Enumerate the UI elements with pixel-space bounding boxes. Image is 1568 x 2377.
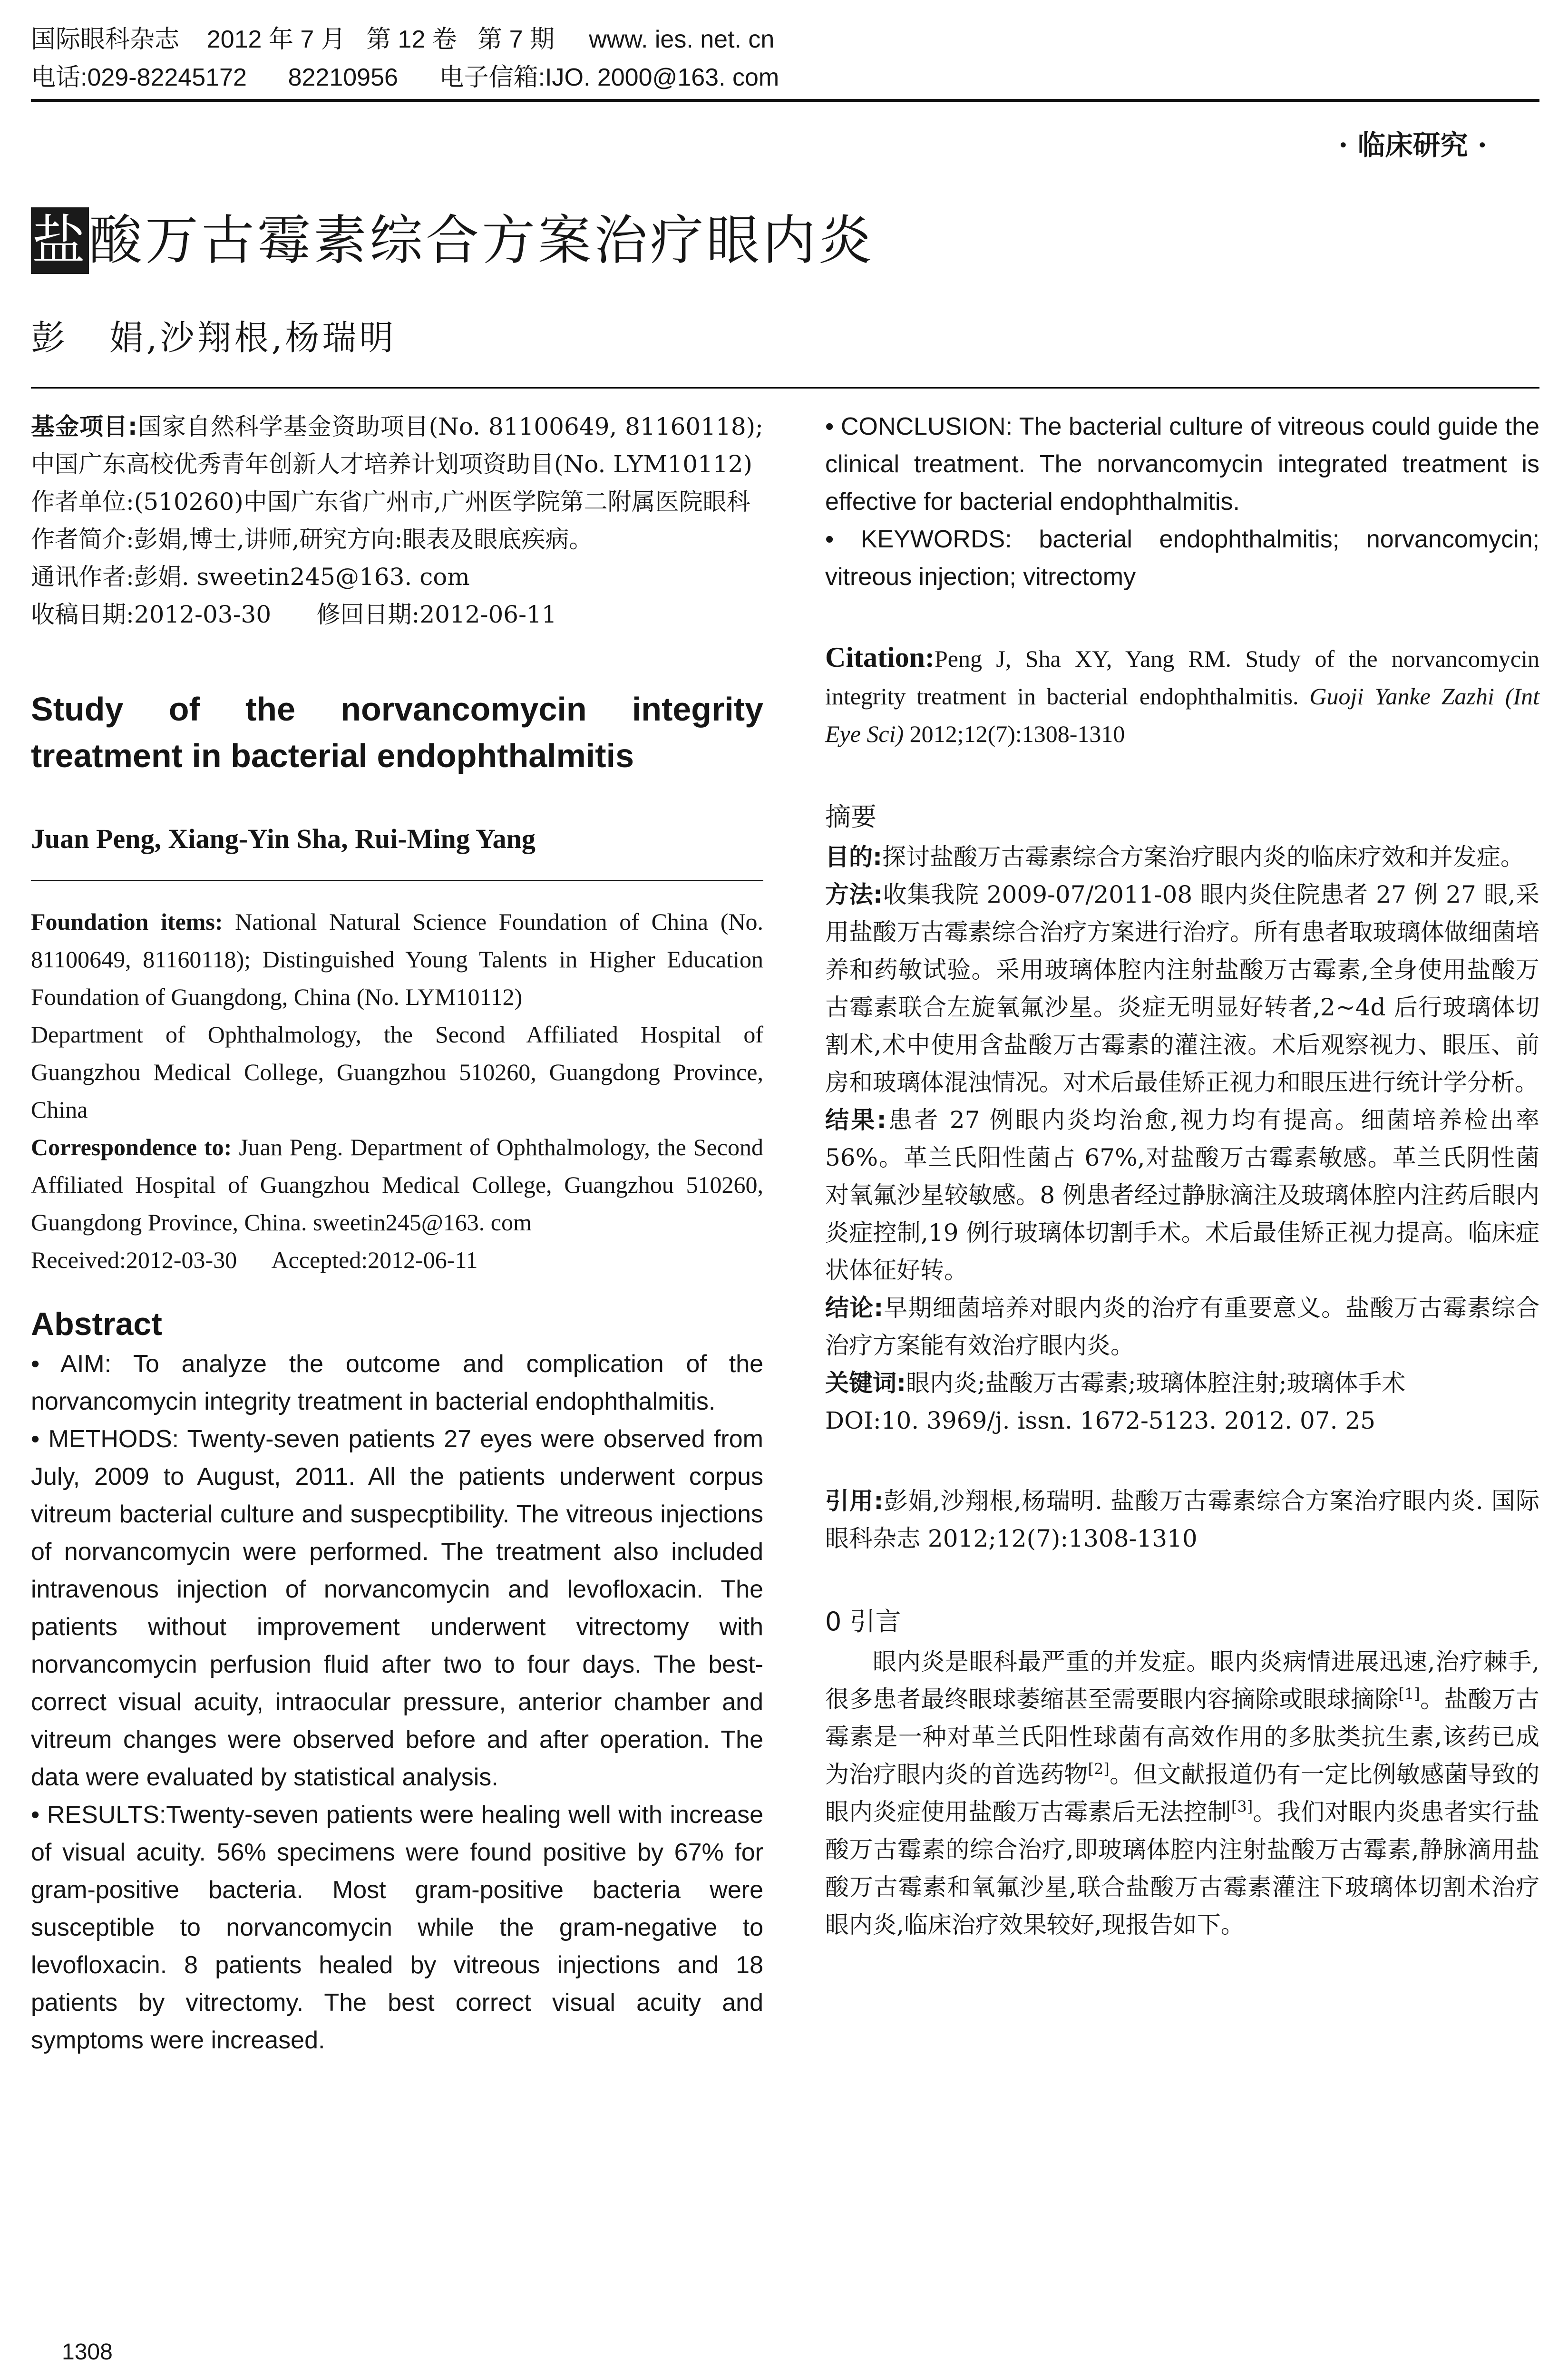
corresponding-author: 通讯作者:彭娟. sweetin245@163. com [31, 563, 470, 591]
english-authors: Juan Peng, Xiang-Yin Sha, Rui-Ming Yang [31, 823, 536, 854]
authors-rule [31, 858, 763, 881]
author-unit: 作者单位:(510260)中国广东省广州市,广州医学院第二附属医院眼科 [31, 488, 750, 516]
title-rest: 酸万古霉素综合方案治疗眼内炎 [89, 210, 875, 272]
author-bio: 作者简介:彭娟,博士,讲师,研究方向:眼表及眼底疾病。 [31, 526, 593, 553]
section-tag: · 临床研究 · [1338, 129, 1487, 161]
journal-header-line2: 电话:029-82245172 82210956 电子信箱:IJO. 2000@163. com [31, 64, 779, 91]
zh-conclusion: 结论:早期细菌培养对眼内炎的治疗有重要意义。盐酸万古霉素综合治疗方案能有效治疗眼内炎。 [825, 1294, 1539, 1359]
title-rule [31, 387, 1539, 389]
abstract-results: • RESULTS:Twenty-seven patients were healing well with increase of visual acuity. 56% specimens were found positive by 67% for gram-positive bacteria. Most gram-positive bacteria were susceptible to norvancomycin while the gram-negative to levofloxacin. 8 patients healed by vitreous injections and 18 patients by vitrectomy. The best correct visual acuity and symptoms were increased. [31, 1801, 763, 2054]
zh-abstract-heading: 摘要 [825, 802, 877, 832]
abstract-methods: • METHODS: Twenty-seven patients 27 eyes were observed from July, 2009 to August, 2011. All the patients underwent corpus vitreum bacterial culture and suspecptibility. The vitreous injections of norvancomycin were performed. The treatment also included intravenous injection of norvancomycin and levofloxacin. The patients without improvement underwent vitrectomy with norvancomycin perfusion fluid after two to four days. The best-correct visual acuity, intraocular pressure, anterior chamber and vitreum changes were observed before and after operation. The data were evaluated by statistical analysis. [31, 1425, 763, 1791]
abstract-keywords: • KEYWORDS: bacterial endophthalmitis; norvancomycin; vitreous injection; vitrectomy [825, 526, 1539, 591]
abstract-aim: • AIM: To analyze the outcome and complication of the norvancomycin integrity treatment in bacterial endophthalmitis. [31, 1350, 763, 1415]
left-column [31, 408, 763, 2059]
ref-1[interactable]: [1] [1398, 1685, 1420, 1703]
department: Department of Ophthalmology, the Second Affiliated Hospital of Guangzhou Medical College, Guangzhou 510260, Guangdong Province, China [31, 1021, 763, 1123]
authors-zh: 彭 娟,沙翔根,杨瑞明 [31, 318, 397, 358]
english-title: Study of the norvancomycin integrity treatment in bacterial endophthalmitis [31, 691, 763, 774]
doi: DOI:10. 3969/j. issn. 1672-5123. 2012. 07. 25 [825, 1407, 1376, 1434]
journal-header-line1: 国际眼科杂志 2012 年 7 月 第 12 卷 第 7 期 www. ies. net. cn [31, 26, 775, 53]
zh-purpose: 目的:探讨盐酸万古霉素综合方案治疗眼内炎的临床疗效和并发症。 [825, 843, 1524, 871]
received-dates-en: Received:2012-03-30 Accepted:2012-06-11 [31, 1247, 478, 1273]
foundation-items: Foundation items: National Natural Science Foundation of China (No. 81100649, 81160118); Distinguished Young Talents in Higher Education Foundation of Guangdong, China (No. LYM10112) [31, 908, 763, 1010]
right-column [825, 408, 1539, 1944]
ref-2[interactable]: [2] [1088, 1760, 1110, 1778]
abstract-heading: Abstract [31, 1306, 162, 1342]
correspondence: Correspondence to: Juan Peng. Department of Ophthalmology, the Second Affiliated Hospital of Guangzhou Medical College, Guangzhou 510260, Guangdong Province, China. sweetin245@163. com [31, 1134, 763, 1236]
title-first-char: 盐 [31, 207, 89, 274]
header-rule [31, 99, 1539, 102]
title-zh [31, 207, 875, 274]
page-number: 1308 [62, 2339, 113, 2365]
zh-keywords: 关键词:眼内炎;盐酸万古霉素;玻璃体腔注射;玻璃体手术 [825, 1369, 1406, 1397]
received-dates-zh: 收稿日期:2012-03-30 修回日期:2012-06-11 [31, 601, 557, 628]
fund-info: 基金项目:国家自然科学基金资助项目(No. 81100649, 81160118);中国广东高校优秀青年创新人才培养计划项资助目(No. LYM10112) [31, 413, 763, 478]
zh-result: 结果:患者 27 例眼内炎均治愈,视力均有提高。细菌培养检出率 56%。革兰氏阳性菌占 67%,对盐酸万古霉素敏感。革兰氏阴性菌对氧氟沙星较敏感。8 例患者经过静脉滴注及玻璃体腔内注药后眼内炎症控制,19 例行玻璃体切割手术。术后最佳矫正视力提高。临床症状体征好转。 [825, 1106, 1539, 1284]
citation: Citation:Peng J, Sha XY, Yang RM. Study of the norvancomycin integrity treatment in bacterial endophthalmitis. Guoji Yanke Zazhi (Int Eye Sci) 2012;12(7):1308-1310 [825, 642, 1540, 747]
ref-3[interactable]: [3] [1231, 1797, 1253, 1816]
intro-heading: 0 引言 [825, 1607, 901, 1637]
zh-citation: 引用:彭娟,沙翔根,杨瑞明. 盐酸万古霉素综合方案治疗眼内炎. 国际眼科杂志 2012;12(7):1308-1310 [825, 1487, 1539, 1552]
zh-method: 方法:收集我院 2009-07/2011-08 眼内炎住院患者 27 例 27 眼,采用盐酸万古霉素综合治疗方案进行治疗。所有患者取玻璃体做细菌培养和药敏试验。采用玻璃体腔内注射盐酸万古霉素,全身使用盐酸万古霉素联合左旋氧氟沙星。炎症无明显好转者,2~4d 后行玻璃体切割术,术中使用含盐酸万古霉素的灌注液。术后观察视力、眼压、前房和玻璃体混浊情况。对术后最佳矫正视力和眼压进行统计学分析。 [825, 881, 1539, 1096]
intro-paragraph: 眼内炎是眼科最严重的并发症。眼内炎病情进展迅速,治疗棘手,很多患者最终眼球萎缩甚至需要眼内容摘除或眼球摘除[1]。盐酸万古霉素是一种对革兰氏阳性球菌有高效作用的多肽类抗生素,该药已成为治疗眼内炎的首选药物[2]。但文献报道仍有一定比例敏感菌导致的眼内炎症使用盐酸万古霉素后无法控制[3]。我们对眼内炎患者实行盐酸万古霉素的综合治疗,即玻璃体腔内注射盐酸万古霉素,静脉滴用盐酸万古霉素和氧氟沙星,联合盐酸万古霉素灌注下玻璃体切割术治疗眼内炎,临床治疗效果较好,现报告如下。 [825, 1648, 1540, 1939]
abstract-conclusion: • CONCLUSION: The bacterial culture of vitreous could guide the clinical treatment. The norvancomycin integrated treatment is effective for bacterial endophthalmitis. [825, 413, 1539, 516]
